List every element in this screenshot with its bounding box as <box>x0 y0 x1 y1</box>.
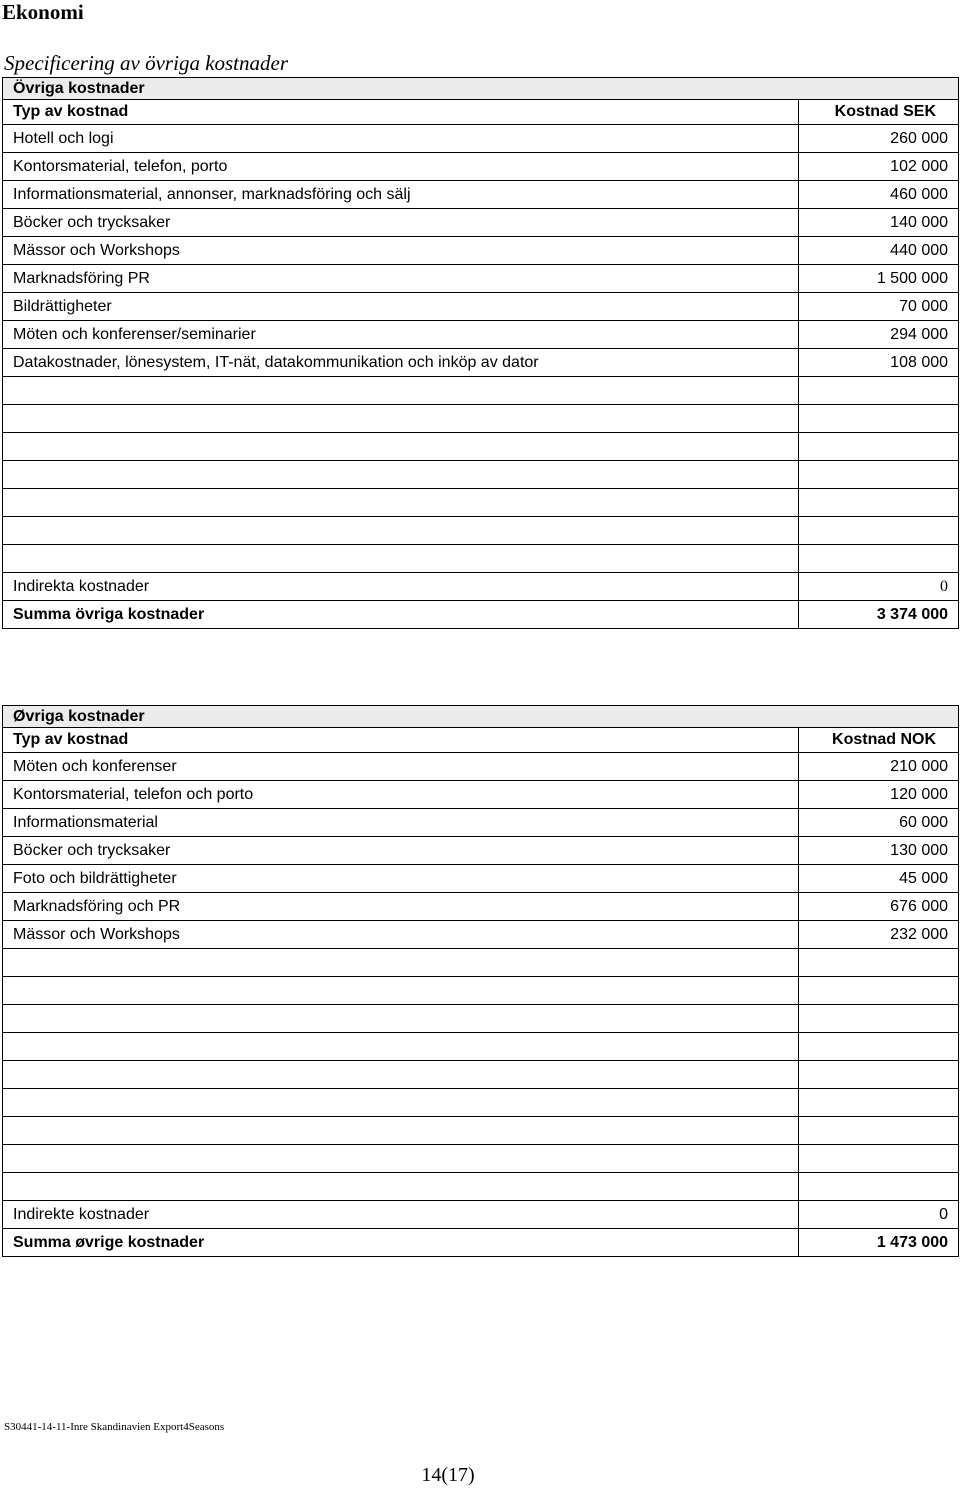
page-title: Ekonomi <box>2 0 84 24</box>
table-row <box>3 753 959 781</box>
table-row <box>3 837 959 865</box>
table-heading: Övriga kostnader <box>3 78 959 100</box>
empty-row <box>3 1005 959 1033</box>
cost-type-cell: Möten och konferenser/seminarier <box>3 321 799 349</box>
table-row <box>3 349 959 377</box>
cost-table-nok <box>2 705 959 1257</box>
empty-cell <box>799 517 959 545</box>
table-row <box>3 237 959 265</box>
table-row <box>3 893 959 921</box>
cost-type-cell: Kontorsmaterial, telefon, porto <box>3 153 799 181</box>
empty-cell <box>3 433 799 461</box>
indirect-costs-label: Indirekta kostnader <box>3 573 799 601</box>
cost-amount-cell: 676 000 <box>799 893 959 921</box>
cost-amount-cell: 460 000 <box>799 181 959 209</box>
empty-row <box>3 949 959 977</box>
cost-amount-cell: 102 000 <box>799 153 959 181</box>
empty-cell <box>799 545 959 573</box>
indirect-costs-amount: 0 <box>799 1201 959 1229</box>
cost-amount-cell: 260 000 <box>799 125 959 153</box>
empty-row <box>3 1089 959 1117</box>
empty-row <box>3 517 959 545</box>
cost-type-cell: Möten och konferenser <box>3 753 799 781</box>
empty-cell <box>3 405 799 433</box>
empty-row <box>3 977 959 1005</box>
empty-cell <box>3 1117 799 1145</box>
empty-cell <box>3 377 799 405</box>
page-number: 14(17) <box>421 1464 475 1486</box>
sum-label: Summa övriga kostnader <box>3 601 799 629</box>
empty-cell <box>799 461 959 489</box>
column-header-row <box>3 100 959 125</box>
column-header-row <box>3 728 959 753</box>
table-row <box>3 321 959 349</box>
cost-type-cell: Hotell och logi <box>3 125 799 153</box>
table-heading: Øvriga kostnader <box>3 706 959 728</box>
cost-amount-cell: 130 000 <box>799 837 959 865</box>
empty-cell <box>3 1173 799 1201</box>
cost-type-cell: Mässor och Workshops <box>3 921 799 949</box>
empty-cell <box>3 1145 799 1173</box>
indirect-costs-amount: 0 <box>799 573 959 601</box>
cost-amount-cell: 440 000 <box>799 237 959 265</box>
empty-cell <box>3 1089 799 1117</box>
cost-type-cell: Foto och bildrättigheter <box>3 865 799 893</box>
empty-row <box>3 1061 959 1089</box>
empty-cell <box>3 949 799 977</box>
sum-row <box>3 601 959 629</box>
cost-amount-cell: 60 000 <box>799 809 959 837</box>
indirect-costs-row <box>3 1201 959 1229</box>
cost-type-cell: Bildrättigheter <box>3 293 799 321</box>
table-row <box>3 781 959 809</box>
table-heading-row <box>3 706 959 728</box>
empty-cell <box>799 1145 959 1173</box>
cost-amount-cell: 108 000 <box>799 349 959 377</box>
cost-type-cell: Informationsmaterial, annonser, marknadsföring och sälj <box>3 181 799 209</box>
table-row <box>3 293 959 321</box>
cost-type-cell: Mässor och Workshops <box>3 237 799 265</box>
empty-cell <box>799 1033 959 1061</box>
column-header-cost: Kostnad NOK <box>799 728 959 753</box>
cost-amount-cell: 140 000 <box>799 209 959 237</box>
cost-table-sek <box>2 77 959 629</box>
cost-type-cell: Marknadsföring PR <box>3 265 799 293</box>
cost-type-cell: Böcker och trycksaker <box>3 209 799 237</box>
empty-cell <box>799 1117 959 1145</box>
sum-row <box>3 1229 959 1257</box>
table-row <box>3 125 959 153</box>
sum-label: Summa øvrige kostnader <box>3 1229 799 1257</box>
empty-cell <box>799 977 959 1005</box>
column-header-type: Typ av kostnad <box>3 728 799 753</box>
empty-row <box>3 461 959 489</box>
indirect-costs-row <box>3 573 959 601</box>
cost-type-cell: Böcker och trycksaker <box>3 837 799 865</box>
sum-amount: 3 374 000 <box>799 601 959 629</box>
cost-amount-cell: 210 000 <box>799 753 959 781</box>
empty-cell <box>799 1005 959 1033</box>
table-row <box>3 921 959 949</box>
empty-cell <box>799 377 959 405</box>
empty-row <box>3 1033 959 1061</box>
table-row <box>3 181 959 209</box>
cost-type-cell: Kontorsmaterial, telefon och porto <box>3 781 799 809</box>
indirect-costs-label: Indirekte kostnader <box>3 1201 799 1229</box>
cost-amount-cell: 70 000 <box>799 293 959 321</box>
empty-cell <box>3 1061 799 1089</box>
empty-row <box>3 433 959 461</box>
cost-amount-cell: 1 500 000 <box>799 265 959 293</box>
empty-cell <box>799 433 959 461</box>
cost-type-cell: Informationsmaterial <box>3 809 799 837</box>
empty-cell <box>3 517 799 545</box>
footer-reference: S30441-14-11-Inre Skandinavien Export4Seasons <box>4 1421 225 1433</box>
empty-row <box>3 1145 959 1173</box>
empty-cell <box>3 1005 799 1033</box>
empty-cell <box>3 461 799 489</box>
section-subtitle: Specificering av övriga kostnader <box>4 51 289 75</box>
empty-row <box>3 405 959 433</box>
empty-cell <box>3 489 799 517</box>
cost-type-cell: Datakostnader, lönesystem, IT-nät, datakommunikation och inköp av dator <box>3 349 799 377</box>
table-row <box>3 209 959 237</box>
table-row <box>3 153 959 181</box>
empty-cell <box>3 1033 799 1061</box>
empty-row <box>3 1117 959 1145</box>
empty-row <box>3 377 959 405</box>
empty-cell <box>799 1061 959 1089</box>
cost-amount-cell: 45 000 <box>799 865 959 893</box>
table-row <box>3 865 959 893</box>
empty-cell <box>799 489 959 517</box>
cost-type-cell: Marknadsföring och PR <box>3 893 799 921</box>
column-header-type: Typ av kostnad <box>3 100 799 125</box>
empty-row <box>3 545 959 573</box>
empty-cell <box>799 1089 959 1117</box>
empty-cell <box>799 405 959 433</box>
table-row <box>3 265 959 293</box>
empty-row <box>3 489 959 517</box>
empty-cell <box>3 545 799 573</box>
column-header-cost: Kostnad SEK <box>799 100 959 125</box>
cost-amount-cell: 294 000 <box>799 321 959 349</box>
empty-cell <box>3 977 799 1005</box>
sum-amount: 1 473 000 <box>799 1229 959 1257</box>
table-row <box>3 809 959 837</box>
empty-row <box>3 1173 959 1201</box>
cost-amount-cell: 120 000 <box>799 781 959 809</box>
empty-cell <box>799 949 959 977</box>
table-heading-row <box>3 78 959 100</box>
cost-amount-cell: 232 000 <box>799 921 959 949</box>
empty-cell <box>799 1173 959 1201</box>
